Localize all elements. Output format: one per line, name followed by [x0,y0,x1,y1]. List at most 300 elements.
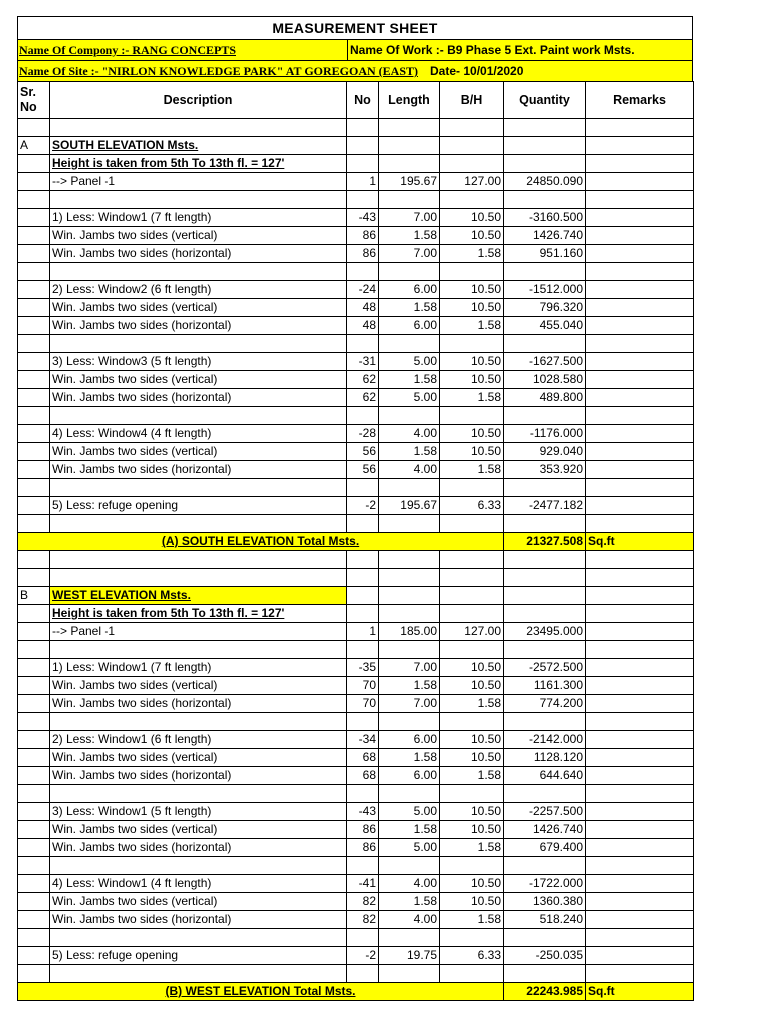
table-row [18,731,694,749]
cell-quantity: 23495.000 [504,623,586,641]
cell-remarks [586,875,694,893]
cell-sr [18,569,50,587]
cell-sr [18,515,50,533]
header-row [18,82,694,119]
cell-sr [18,479,50,497]
cell-no: 68 [347,767,379,785]
cell-no [347,335,379,353]
cell-length: 1.58 [379,749,440,767]
cell-remarks [586,497,694,515]
cell-description: Win. Jambs two sides (horizontal) [50,911,347,929]
cell-bh: 10.50 [440,299,504,317]
cell-desc [50,785,347,803]
cell-no [347,263,379,281]
cell-quantity: 1128.120 [504,749,586,767]
table-row [18,911,694,929]
cell-no [347,965,379,983]
cell-sr [18,821,50,839]
cell-remarks [586,803,694,821]
cell-description: 5) Less: refuge opening [50,497,347,515]
cell-sr [18,713,50,731]
cell-length [379,155,440,173]
cell-length: 4.00 [379,875,440,893]
cell-qty [504,929,586,947]
table-row [18,137,694,155]
cell-length: 5.00 [379,803,440,821]
cell-length [379,785,440,803]
cell-description: Win. Jambs two sides (horizontal) [50,767,347,785]
cell-quantity: -2142.000 [504,731,586,749]
cell-sr [18,731,50,749]
cell-description: Win. Jambs two sides (vertical) [50,749,347,767]
cell-length: 1.58 [379,821,440,839]
cell-bh: 1.58 [440,695,504,713]
cell-length [379,857,440,875]
cell-bh: 10.50 [440,875,504,893]
cell-sr [18,263,50,281]
header-quantity: Quantity [504,82,586,119]
cell-bh [440,641,504,659]
cell-sr [18,335,50,353]
cell-desc [50,263,347,281]
table-row [18,623,694,641]
cell-bh [440,515,504,533]
company-name: Name Of Compony :- RANG CONCEPTS [18,40,348,60]
cell-length [379,713,440,731]
cell-length [379,929,440,947]
cell-length [379,515,440,533]
cell-remarks [586,965,694,983]
cell-remarks [586,857,694,875]
blank-row [18,335,694,353]
info-row-site-date [17,60,693,81]
table-row [18,497,694,515]
cell-bh: 10.50 [440,659,504,677]
cell-quantity: -2257.500 [504,803,586,821]
cell-no: 62 [347,371,379,389]
cell-no: -35 [347,659,379,677]
cell-remarks [586,317,694,335]
cell-description: Win. Jambs two sides (vertical) [50,821,347,839]
cell-remarks [586,461,694,479]
cell-sr [18,641,50,659]
cell-sr [18,407,50,425]
info-row-company-work [17,39,693,60]
cell-qty [504,119,586,137]
table-row [18,821,694,839]
measurement-sheet [17,16,693,1001]
cell-bh [440,479,504,497]
cell-description: Win. Jambs two sides (vertical) [50,299,347,317]
header-bh: B/H [440,82,504,119]
cell-bh: 10.50 [440,281,504,299]
cell-length: 6.00 [379,767,440,785]
cell-quantity: 929.040 [504,443,586,461]
measurement-table [17,81,694,1001]
header-no: No [347,82,379,119]
cell-remarks [586,947,694,965]
cell-quantity: 774.200 [504,695,586,713]
table-row [18,173,694,191]
table-row [18,695,694,713]
cell-remarks [586,209,694,227]
cell-bh [440,551,504,569]
table-row [18,947,694,965]
cell-length [379,335,440,353]
cell-description: Win. Jambs two sides (horizontal) [50,317,347,335]
cell-length: 4.00 [379,425,440,443]
cell-bh [440,119,504,137]
cell-no: 86 [347,839,379,857]
cell-quantity: -1722.000 [504,875,586,893]
cell-description: Win. Jambs two sides (vertical) [50,893,347,911]
cell-length: 6.00 [379,281,440,299]
cell-description: Win. Jambs two sides (vertical) [50,371,347,389]
cell-remarks [586,407,694,425]
cell-sr [18,227,50,245]
cell-no: -43 [347,209,379,227]
cell-sr [18,875,50,893]
cell-remarks [586,695,694,713]
cell-sr [18,353,50,371]
table-row [18,353,694,371]
cell-qty [504,641,586,659]
cell-quantity: 1426.740 [504,821,586,839]
cell-description: 3) Less: Window1 (5 ft length) [50,803,347,821]
cell-length: 6.00 [379,317,440,335]
cell-sr [18,947,50,965]
cell-qty [504,335,586,353]
table-row [18,155,694,173]
cell-remarks [586,749,694,767]
cell-length: 7.00 [379,245,440,263]
cell-remarks [586,929,694,947]
cell-sr [18,245,50,263]
cell-no: 62 [347,389,379,407]
cell-qty [504,785,586,803]
cell-description: 4) Less: Window1 (4 ft length) [50,875,347,893]
cell-sr [18,839,50,857]
cell-bh: 10.50 [440,731,504,749]
cell-no [347,785,379,803]
cell-no: -28 [347,425,379,443]
header-description: Description [50,82,347,119]
cell-remarks [586,245,694,263]
cell-qty [504,569,586,587]
cell-description: 2) Less: Window1 (6 ft length) [50,731,347,749]
cell-description: Win. Jambs two sides (horizontal) [50,839,347,857]
cell-bh [440,857,504,875]
cell-description: 1) Less: Window1 (7 ft length) [50,209,347,227]
cell-length [379,479,440,497]
cell-no: 48 [347,299,379,317]
cell-bh [440,407,504,425]
cell-remarks [586,443,694,461]
cell-bh [440,965,504,983]
cell-no: 70 [347,695,379,713]
cell-remarks [586,785,694,803]
cell-no: 82 [347,911,379,929]
cell-description: 5) Less: refuge opening [50,947,347,965]
cell-no: 82 [347,893,379,911]
cell-length [379,263,440,281]
cell-quantity: 24850.090 [504,173,586,191]
table-row [18,317,694,335]
cell-desc [50,713,347,731]
table-row [18,461,694,479]
cell-quantity: 1426.740 [504,227,586,245]
cell-length: 1.58 [379,893,440,911]
cell-quantity: 1028.580 [504,371,586,389]
cell-length: 1.58 [379,227,440,245]
cell-no: -43 [347,803,379,821]
cell-remarks [586,335,694,353]
cell-no [347,605,379,623]
cell-no: -2 [347,947,379,965]
cell-qty [504,191,586,209]
cell-quantity: 455.040 [504,317,586,335]
cell-description: --> Panel -1 [50,173,347,191]
cell-no: -31 [347,353,379,371]
cell-length: 5.00 [379,389,440,407]
cell-no: 1 [347,173,379,191]
cell-quantity: -2477.182 [504,497,586,515]
table-row [18,389,694,407]
cell-remarks [586,479,694,497]
cell-desc [50,569,347,587]
table-row [18,659,694,677]
cell-bh: 10.50 [440,893,504,911]
cell-bh [440,569,504,587]
cell-bh: 1.58 [440,317,504,335]
cell-remarks [586,353,694,371]
cell-sr [18,191,50,209]
cell-no [347,137,379,155]
cell-quantity: 1161.300 [504,677,586,695]
cell-bh [440,785,504,803]
cell-remarks [586,623,694,641]
cell-bh: 1.58 [440,245,504,263]
cell-no [347,929,379,947]
cell-bh [440,929,504,947]
blank-row [18,965,694,983]
total-quantity: 21327.508 [504,533,586,551]
blank-row [18,569,694,587]
cell-description: Win. Jambs two sides (vertical) [50,227,347,245]
cell-bh: 10.50 [440,821,504,839]
cell-description: Win. Jambs two sides (horizontal) [50,245,347,263]
cell-sr [18,767,50,785]
cell-sr [18,461,50,479]
table-row [18,677,694,695]
cell-length: 185.00 [379,623,440,641]
cell-remarks [586,191,694,209]
cell-sr [18,965,50,983]
cell-sr [18,857,50,875]
cell-no: -34 [347,731,379,749]
cell-remarks [586,605,694,623]
cell-bh: 1.58 [440,389,504,407]
cell-no: 56 [347,461,379,479]
cell-desc [50,479,347,497]
cell-length: 195.67 [379,497,440,515]
cell-desc [50,929,347,947]
cell-sr [18,695,50,713]
cell-sr [18,893,50,911]
cell-bh: 10.50 [440,443,504,461]
cell-remarks [586,173,694,191]
cell-bh: 1.58 [440,839,504,857]
table-row [18,605,694,623]
cell-length [379,965,440,983]
table-row [18,371,694,389]
cell-bh: 10.50 [440,677,504,695]
cell-quantity: -3160.500 [504,209,586,227]
cell-sr [18,299,50,317]
cell-bh: 10.50 [440,227,504,245]
cell-remarks [586,713,694,731]
cell-length: 5.00 [379,353,440,371]
table-body [18,119,694,1001]
cell-no: -41 [347,875,379,893]
blank-row [18,263,694,281]
cell-quantity [504,605,586,623]
table-row [18,227,694,245]
cell-desc [50,857,347,875]
cell-bh: 10.50 [440,209,504,227]
cell-length [379,191,440,209]
cell-remarks [586,281,694,299]
cell-quantity: 353.920 [504,461,586,479]
cell-description: Height is taken from 5th To 13th fl. = 127' [50,605,347,623]
cell-sr [18,497,50,515]
cell-remarks [586,155,694,173]
cell-quantity: -1176.000 [504,425,586,443]
cell-qty [504,551,586,569]
cell-bh: 1.58 [440,767,504,785]
cell-desc [50,641,347,659]
cell-no [347,569,379,587]
cell-qty [504,515,586,533]
blank-row [18,119,694,137]
total-unit: Sq.ft [586,983,694,1001]
table-row [18,749,694,767]
cell-sr [18,749,50,767]
cell-remarks [586,659,694,677]
cell-no [347,155,379,173]
cell-no: 70 [347,677,379,695]
blank-row [18,929,694,947]
cell-quantity [504,155,586,173]
cell-remarks [586,137,694,155]
header-sr-no [18,82,50,119]
blank-row [18,479,694,497]
header-remarks: Remarks [586,82,694,119]
header-sr-label: Sr. No [20,85,37,114]
cell-bh: 6.33 [440,947,504,965]
cell-qty [504,263,586,281]
cell-quantity: 518.240 [504,911,586,929]
cell-no [347,479,379,497]
cell-length [379,587,440,605]
cell-length: 1.58 [379,299,440,317]
cell-bh [440,155,504,173]
cell-sr [18,911,50,929]
cell-bh [440,587,504,605]
total-row [18,533,694,551]
cell-bh [440,137,504,155]
blank-row [18,785,694,803]
cell-quantity: 1360.380 [504,893,586,911]
cell-description: 2) Less: Window2 (6 ft length) [50,281,347,299]
cell-description: 1) Less: Window1 (7 ft length) [50,659,347,677]
cell-sr [18,623,50,641]
cell-bh [440,263,504,281]
cell-no [347,551,379,569]
cell-sr [18,659,50,677]
cell-quantity: 679.400 [504,839,586,857]
cell-qty [504,857,586,875]
cell-description: Win. Jambs two sides (horizontal) [50,389,347,407]
cell-remarks [586,551,694,569]
site-name: Name Of Site :- "NIRLON KNOWLEDGE PARK" AT GOREGOAN (EAST) [19,64,418,78]
cell-bh: 10.50 [440,353,504,371]
cell-description: --> Panel -1 [50,623,347,641]
blank-row [18,641,694,659]
cell-quantity: 951.160 [504,245,586,263]
cell-bh: 127.00 [440,623,504,641]
cell-no: 48 [347,317,379,335]
cell-description: 3) Less: Window3 (5 ft length) [50,353,347,371]
cell-remarks [586,821,694,839]
blank-row [18,407,694,425]
cell-no [347,587,379,605]
cell-no: 86 [347,227,379,245]
blank-row [18,857,694,875]
table-row [18,299,694,317]
cell-sr [18,677,50,695]
cell-remarks [586,893,694,911]
cell-bh [440,605,504,623]
cell-length: 1.58 [379,371,440,389]
cell-remarks [586,389,694,407]
cell-length [379,119,440,137]
cell-bh: 1.58 [440,461,504,479]
cell-length [379,641,440,659]
table-row [18,245,694,263]
cell-qty [504,713,586,731]
cell-length [379,407,440,425]
cell-desc [50,551,347,569]
cell-length [379,137,440,155]
cell-remarks [586,299,694,317]
cell-desc [50,119,347,137]
cell-sr [18,155,50,173]
blank-row [18,191,694,209]
cell-bh: 10.50 [440,749,504,767]
cell-description: Height is taken from 5th To 13th fl. = 127' [50,155,347,173]
cell-no [347,119,379,137]
cell-remarks [586,371,694,389]
cell-sr [18,929,50,947]
cell-desc [50,407,347,425]
cell-length: 6.00 [379,731,440,749]
cell-desc [50,191,347,209]
cell-remarks [586,641,694,659]
cell-quantity: 644.640 [504,767,586,785]
cell-no: 1 [347,623,379,641]
cell-length: 7.00 [379,695,440,713]
